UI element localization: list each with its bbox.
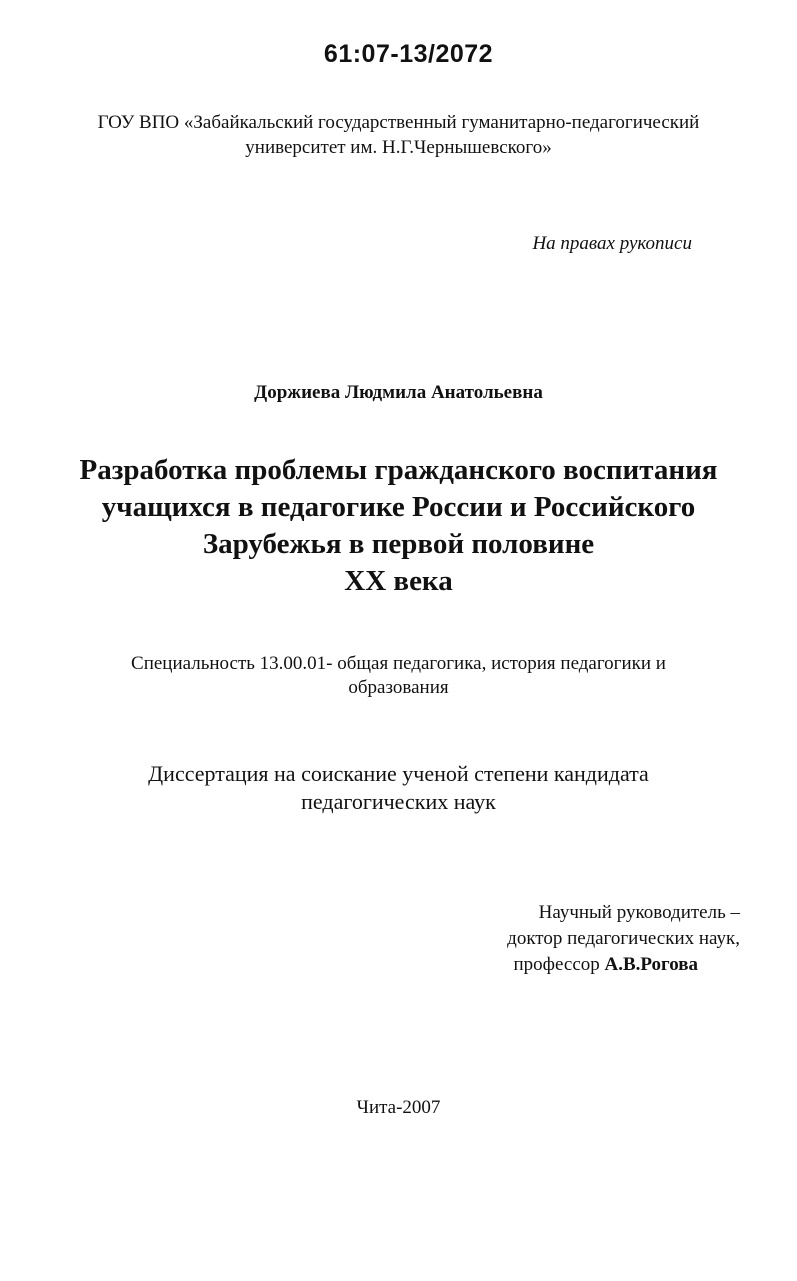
title-line-4: XX века bbox=[344, 565, 453, 597]
specialty-line-2: образования bbox=[348, 677, 449, 698]
supervisor-line-1: Научный руководитель – bbox=[538, 902, 740, 923]
manuscript-rights-note: На правах рукописи bbox=[532, 233, 692, 254]
supervisor-line-3 bbox=[507, 952, 740, 978]
institution-line-1: ГОУ ВПО «Забайкальский государственный гуманитарно-педагогический bbox=[97, 112, 700, 133]
scientific-supervisor bbox=[507, 900, 740, 978]
city-and-year: Чита-2007 bbox=[356, 1097, 441, 1118]
supervisor-title: профессор bbox=[513, 954, 600, 975]
title-line-3: Зарубежья в первой половине bbox=[202, 528, 595, 560]
archive-stamp-number: 61:07-13/2072 bbox=[323, 40, 494, 68]
degree-line-1: Диссертация на соискание ученой степени кандидата bbox=[148, 761, 649, 786]
author-name: Доржиева Людмила Анатольевна bbox=[254, 382, 543, 403]
institution-line-2: университет им. Н.Г.Чернышевского» bbox=[245, 137, 552, 158]
institution-name bbox=[60, 110, 737, 160]
supervisor-line-2: доктор педагогических наук, bbox=[507, 928, 740, 949]
title-line-2: учащихся в педагогике России и Российского bbox=[101, 491, 696, 523]
degree-statement bbox=[80, 760, 717, 816]
supervisor-name: А.В.Рогова bbox=[604, 954, 698, 975]
degree-line-2: педагогических наук bbox=[301, 789, 496, 814]
specialty-line-1: Специальность 13.00.01- общая педагогика, история педагогики и bbox=[131, 653, 666, 674]
dissertation-title bbox=[60, 452, 737, 600]
specialty bbox=[80, 652, 717, 700]
title-line-1: Разработка проблемы гражданского воспитания bbox=[79, 454, 718, 486]
